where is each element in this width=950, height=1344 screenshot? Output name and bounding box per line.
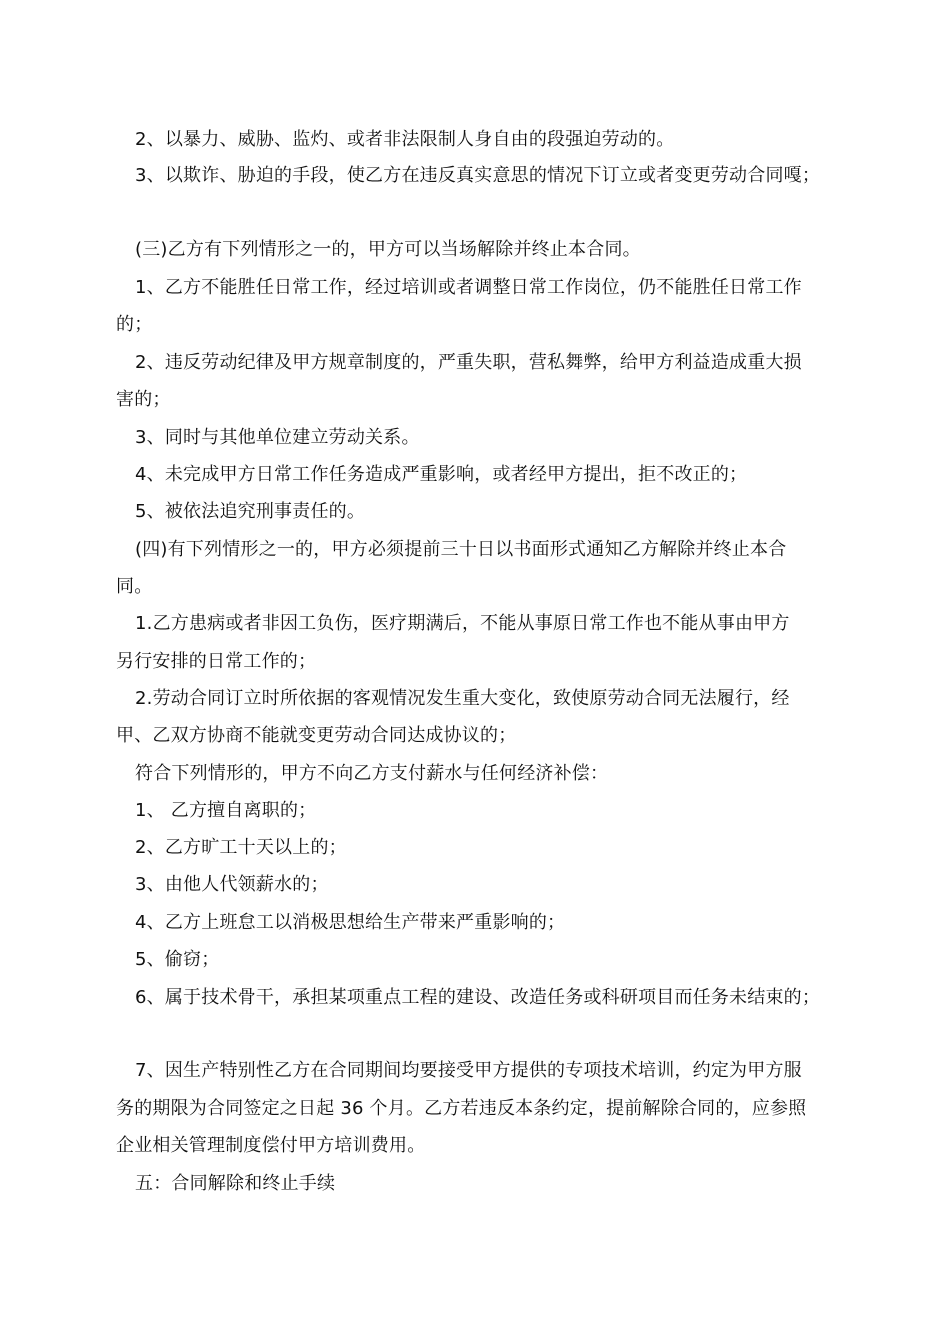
- no-comp-item-6: 6、属于技术骨干，承担某项重点工程的建设、改造任务或科研项目而任务未结束的；: [135, 987, 821, 1008]
- no-comp-item-7-line3: 企业相关管理制度偿付甲方培训费用。: [116, 1135, 426, 1156]
- clause-item-1-line2: 的；: [116, 314, 153, 335]
- section-heading-4-line2: 同。: [116, 576, 153, 597]
- clause-item-2-change-line1: 2.劳动合同订立时所依据的客观情况发生重大变化，致使原劳动合同无法履行，经: [135, 688, 790, 709]
- section-heading-5: 五：合同解除和终止手续: [135, 1173, 336, 1194]
- no-comp-item-7-line1: 7、因生产特别性乙方在合同期间均要接受甲方提供的专项技术培训，约定为甲方服: [135, 1060, 802, 1081]
- clause-item-1-illness-line2: 另行安排的日常工作的；: [116, 651, 317, 672]
- no-comp-item-4: 4、乙方上班怠工以消极思想给生产带来严重影响的；: [135, 912, 566, 933]
- no-comp-item-7-line2: 务的期限为合同签定之日起 36 个月。乙方若违反本条约定，提前解除合同的，应参照: [116, 1098, 807, 1119]
- clause-item-1-illness-line1: 1.乙方患病或者非因工负伤，医疗期满后，不能从事原日常工作也不能从事由甲方: [135, 613, 790, 634]
- clause-item-2-line2: 害的；: [116, 389, 171, 410]
- no-comp-item-5: 5、偷窃；: [135, 949, 220, 970]
- no-comp-item-3: 3、由他人代领薪水的；: [135, 874, 329, 895]
- no-comp-item-1: 1、 乙方擅自离职的；: [135, 800, 317, 821]
- clause-item-2-violence: 2、以暴力、威胁、监灼、或者非法限制人身自由的段强迫劳动的。: [135, 129, 675, 150]
- clause-item-2-line1: 2、违反劳动纪律及甲方规章制度的，严重失职，营私舞弊，给甲方利益造成重大损: [135, 352, 802, 373]
- no-compensation-heading: 符合下列情形的，甲方不向乙方支付薪水与任何经济补偿：: [135, 763, 609, 784]
- section-heading-4-line1: (四)有下列情形之一的，甲方必须提前三十日以书面形式通知乙方解除并终止本合: [135, 539, 787, 560]
- clause-item-1-line1: 1、乙方不能胜任日常工作，经过培训或者调整日常工作岗位，仍不能胜任日常工作: [135, 277, 802, 298]
- clause-item-3: 3、同时与其他单位建立劳动关系。: [135, 427, 420, 448]
- section-heading-3: (三)乙方有下列情形之一的，甲方可以当场解除并终止本合同。: [135, 239, 641, 260]
- clause-item-5: 5、被依法追究刑事责任的。: [135, 501, 366, 522]
- clause-item-4: 4、未完成甲方日常工作任务造成严重影响，或者经甲方提出，拒不改正的；: [135, 464, 748, 485]
- no-comp-item-2: 2、乙方旷工十天以上的；: [135, 837, 347, 858]
- clause-item-2-change-line2: 甲、乙双方协商不能就变更劳动合同达成协议的；: [116, 725, 517, 746]
- clause-item-3-fraud: 3、以欺诈、胁迫的手段，使乙方在违反真实意思的情况下订立或者变更劳动合同嘎；: [135, 165, 821, 186]
